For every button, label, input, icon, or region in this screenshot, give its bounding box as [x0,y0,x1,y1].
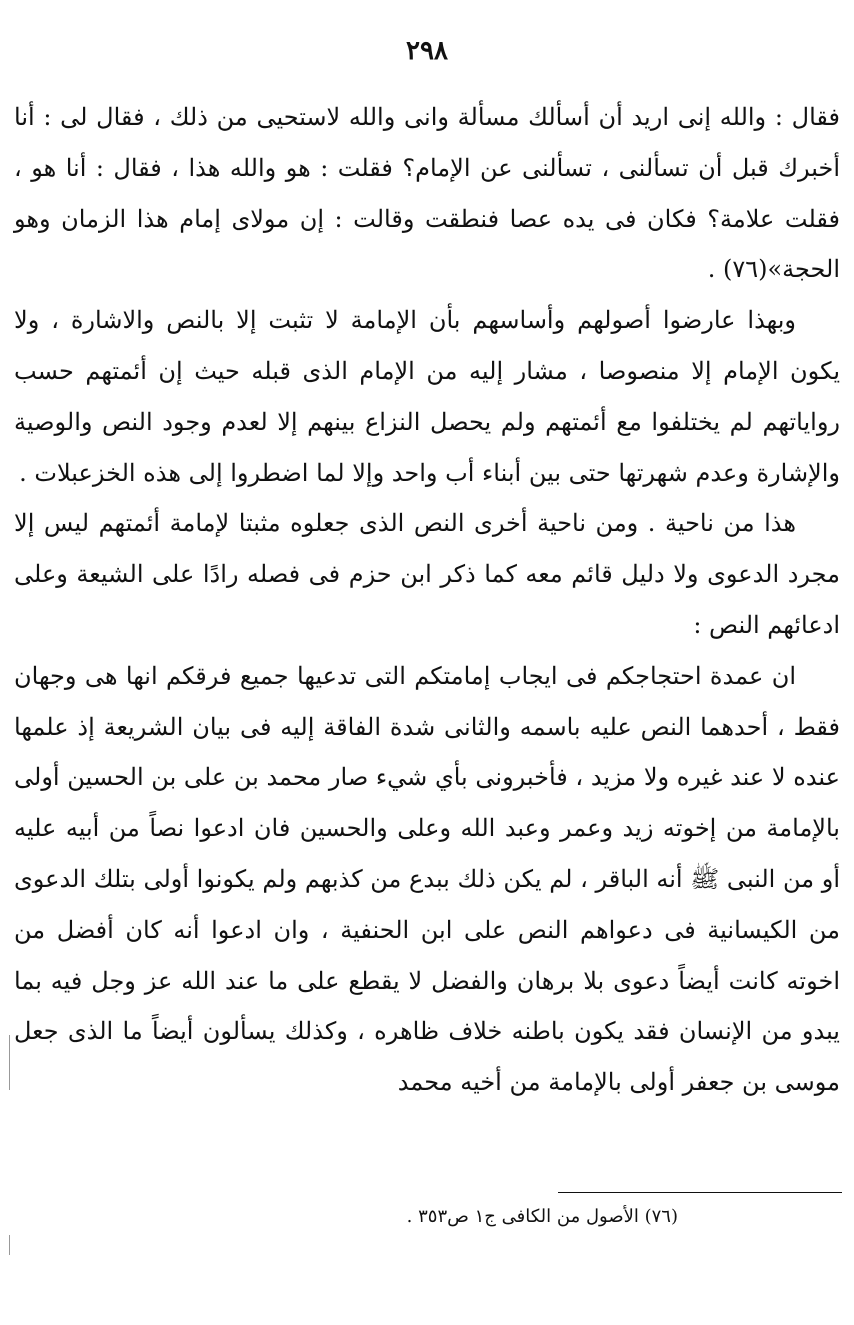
footnote: (٧٦) الأصول من الكافى ج١ ص٣٥٣ . [406,1206,678,1227]
paragraph: هذا من ناحية . ومن ناحية أخرى النص الذى جعلوه مثبتا لإمامة أئمتهم ليس إلا مجرد الدعوى ولا دليل قائم معه كما ذكر ابن حزم فى فصله رادًا على الشيعة وعلى ادعائهم النص : [14,509,840,639]
paragraph: وبهذا عارضوا أصولهم وأساسهم بأن الإمامة لا تثبت إلا بالنص والاشارة ، ولا يكون الإمام إلا منصوصا ، مشار إليه من الإمام الذى قبله حيث إن أئمتهم حسب رواياتهم لم يختلفوا مع أئمتهم ولم يحصل النزاع بينهم إلا لعدم وجود النص والوصية والإشارة وعدم شهرتها حتى بين أبناء أب واحد وإلا لما اضطروا إلى هذه الخزعبلات . [14,306,840,487]
paragraph: فقال : والله إنى اريد أن أسألك مسألة وانى والله لاستحيى من ذلك ، فقال لى : أنا أخبرك قبل أن تسألنى ، تسألنى عن الإمام؟ فقلت : هو والله هذا ، فقال : أنا هو ، فقلت علامة؟ فكان فى يده عصا فنطقت وقالت : إن مولاى إمام هذا الزمان وهو الحجة»(٧٦) . [14,103,840,284]
margin-scan-mark [9,1235,10,1255]
paragraph: ان عمدة احتجاجكم فى ايجاب إمامتكم التى تدعيها جميع فرقكم انها هى وجهان فقط ، أحدهما النص عليه باسمه والثانى شدة الفاقة إليه فى بيان الشريعة إذ علمها عنده لا عند غيره ولا مزيد ، فأخبرونى بأي شيء صار محمد بن على بن الحسين أولى بالإمامة من إخوته زيد وعمر وعبد الله وعلى والحسين فان ادعوا نصاً من أبيه عليه أو من النبى ﷺ أنه الباقر ، لم يكن ذلك ببدع من كذبهم ولم يكونوا أولى بتلك الدعوى من الكيسانية فى دعواهم النص على ابن الحنفية ، وان ادعوا أنه كان أفضل من اخوته كانت أيضاً دعوى بلا برهان والفضل لا يقطع على ما عند الله عز وجل فيه بما يبدو من الإنسان فقد يكون باطنه خلاف ظاهره ، وكذلك يسألون أيضاً ما الذى جعل موسى بن جعفر أولى بالإمامة من أخيه محمد [14,661,840,1097]
margin-scan-mark [9,1035,10,1090]
footnote-separator [558,1192,842,1193]
body-text [14,92,840,1108]
page-number: ٢٩٨ [406,36,448,66]
